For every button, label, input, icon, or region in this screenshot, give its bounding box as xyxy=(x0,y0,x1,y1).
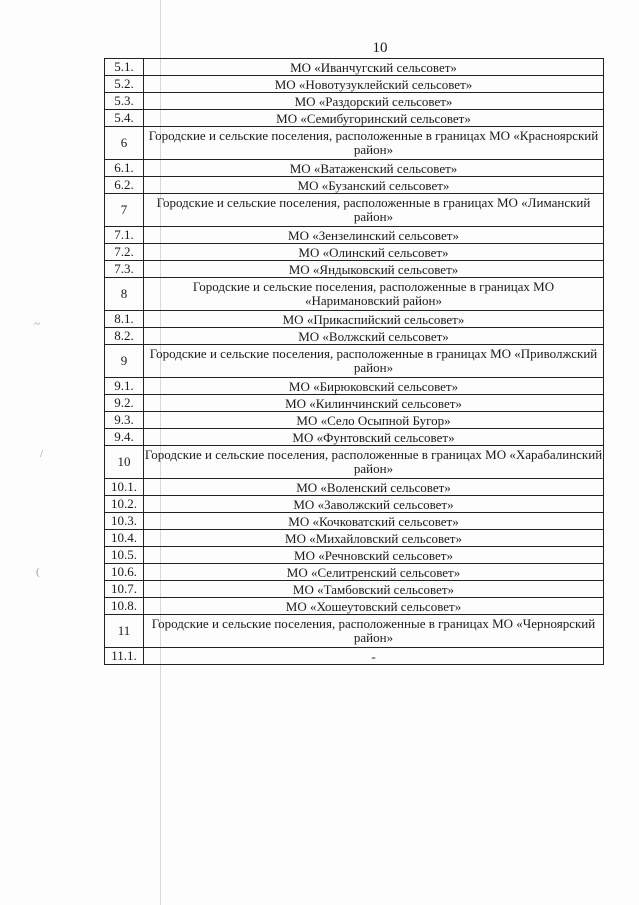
row-number-cell: 9.1. xyxy=(105,378,144,395)
row-name-cell: МО «Заволжский сельсовет» xyxy=(144,496,604,513)
row-name-cell: МО «Прикаспийский сельсовет» xyxy=(144,311,604,328)
row-number-cell: 10.1. xyxy=(105,479,144,496)
table-row xyxy=(105,513,604,530)
row-number-cell: 10.8. xyxy=(105,598,144,615)
row-name-cell: МО «Зензелинский сельсовет» xyxy=(144,227,604,244)
table-row xyxy=(105,160,604,177)
row-name-cell: МО «Иванчугский сельсовет» xyxy=(144,59,604,76)
district-header-row xyxy=(105,194,604,227)
row-name-cell: Городские и сельские поселения, расположенные в границах МО «Наримановский район» xyxy=(144,278,604,311)
scan-artifact-mark: / xyxy=(40,448,44,460)
row-name-cell: Городские и сельские поселения, расположенные в границах МО «Лиманский район» xyxy=(144,194,604,227)
district-header-row xyxy=(105,278,604,311)
table-row xyxy=(105,378,604,395)
settlements-table-body xyxy=(105,59,604,665)
row-name-cell: МО «Семибугоринский сельсовет» xyxy=(144,110,604,127)
row-number-cell: 9 xyxy=(105,345,144,378)
row-number-cell: 8.2. xyxy=(105,328,144,345)
row-number-cell: 10.6. xyxy=(105,564,144,581)
table-row xyxy=(105,311,604,328)
table-row xyxy=(105,328,604,345)
scan-artifact-mark: ~ xyxy=(34,318,40,330)
row-name-cell: Городские и сельские поселения, расположенные в границах МО «Красноярский район» xyxy=(144,127,604,160)
row-number-cell: 7.1. xyxy=(105,227,144,244)
table-row xyxy=(105,261,604,278)
row-name-cell: МО «Речновский сельсовет» xyxy=(144,547,604,564)
row-name-cell: Городские и сельские поселения, расположенные в границах МО «Черноярский район» xyxy=(144,615,604,648)
row-name-cell: МО «Бузанский сельсовет» xyxy=(144,177,604,194)
table-row xyxy=(105,581,604,598)
row-name-cell: Городские и сельские поселения, расположенные в границах МО «Приволжский район» xyxy=(144,345,604,378)
settlements-table xyxy=(104,58,604,665)
row-number-cell: 5.2. xyxy=(105,76,144,93)
row-number-cell: 6.2. xyxy=(105,177,144,194)
row-name-cell: МО «Раздорский сельсовет» xyxy=(144,93,604,110)
row-name-cell: МО «Фунтовский сельсовет» xyxy=(144,429,604,446)
table-row xyxy=(105,496,604,513)
table-row xyxy=(105,648,604,665)
table-row xyxy=(105,76,604,93)
row-name-cell: Городские и сельские поселения, расположенные в границах МО «Харабалинский район» xyxy=(144,446,604,479)
row-name-cell: МО «Хошеутовский сельсовет» xyxy=(144,598,604,615)
row-number-cell: 6.1. xyxy=(105,160,144,177)
table-row xyxy=(105,110,604,127)
row-number-cell: 9.2. xyxy=(105,395,144,412)
row-number-cell: 10.2. xyxy=(105,496,144,513)
row-number-cell: 5.3. xyxy=(105,93,144,110)
table-row xyxy=(105,177,604,194)
row-name-cell: МО «Селитренский сельсовет» xyxy=(144,564,604,581)
table-row xyxy=(105,93,604,110)
row-number-cell: 10.7. xyxy=(105,581,144,598)
row-number-cell: 5.1. xyxy=(105,59,144,76)
row-number-cell: 10.3. xyxy=(105,513,144,530)
table-row xyxy=(105,530,604,547)
table-row xyxy=(105,412,604,429)
row-number-cell: 10.4. xyxy=(105,530,144,547)
row-number-cell: 10 xyxy=(105,446,144,479)
row-number-cell: 8.1. xyxy=(105,311,144,328)
table-row xyxy=(105,429,604,446)
table-row xyxy=(105,244,604,261)
row-number-cell: 9.3. xyxy=(105,412,144,429)
table-row xyxy=(105,479,604,496)
row-number-cell: 7.3. xyxy=(105,261,144,278)
row-number-cell: 7 xyxy=(105,194,144,227)
row-number-cell: 5.4. xyxy=(105,110,144,127)
district-header-row xyxy=(105,127,604,160)
row-name-cell: МО «Село Осыпной Бугор» xyxy=(144,412,604,429)
row-name-cell: МО «Михайловский сельсовет» xyxy=(144,530,604,547)
row-name-cell: МО «Килинчинский сельсовет» xyxy=(144,395,604,412)
table-row xyxy=(105,598,604,615)
row-name-cell: МО «Ватаженский сельсовет» xyxy=(144,160,604,177)
table-row xyxy=(105,227,604,244)
page-number: 10 xyxy=(372,40,388,56)
row-number-cell: 7.2. xyxy=(105,244,144,261)
district-header-row xyxy=(105,446,604,479)
row-number-cell: 8 xyxy=(105,278,144,311)
table-row xyxy=(105,547,604,564)
row-number-cell: 11 xyxy=(105,615,144,648)
row-number-cell: 10.5. xyxy=(105,547,144,564)
row-name-cell: МО «Тамбовский сельсовет» xyxy=(144,581,604,598)
row-name-cell: МО «Бирюковский сельсовет» xyxy=(144,378,604,395)
row-name-cell: МО «Волжский сельсовет» xyxy=(144,328,604,345)
scan-artifact-mark: ( xyxy=(36,566,40,578)
row-number-cell: 9.4. xyxy=(105,429,144,446)
district-header-row xyxy=(105,615,604,648)
table-row xyxy=(105,395,604,412)
table-row xyxy=(105,564,604,581)
district-header-row xyxy=(105,345,604,378)
row-name-cell: МО «Яндыковский сельсовет» xyxy=(144,261,604,278)
row-name-cell: МО «Олинский сельсовет» xyxy=(144,244,604,261)
row-name-cell: - xyxy=(144,648,604,665)
row-name-cell: МО «Кочковатский сельсовет» xyxy=(144,513,604,530)
row-number-cell: 11.1. xyxy=(105,648,144,665)
row-name-cell: МО «Новотузуклейский сельсовет» xyxy=(144,76,604,93)
table-row xyxy=(105,59,604,76)
row-number-cell: 6 xyxy=(105,127,144,160)
row-name-cell: МО «Воленский сельсовет» xyxy=(144,479,604,496)
